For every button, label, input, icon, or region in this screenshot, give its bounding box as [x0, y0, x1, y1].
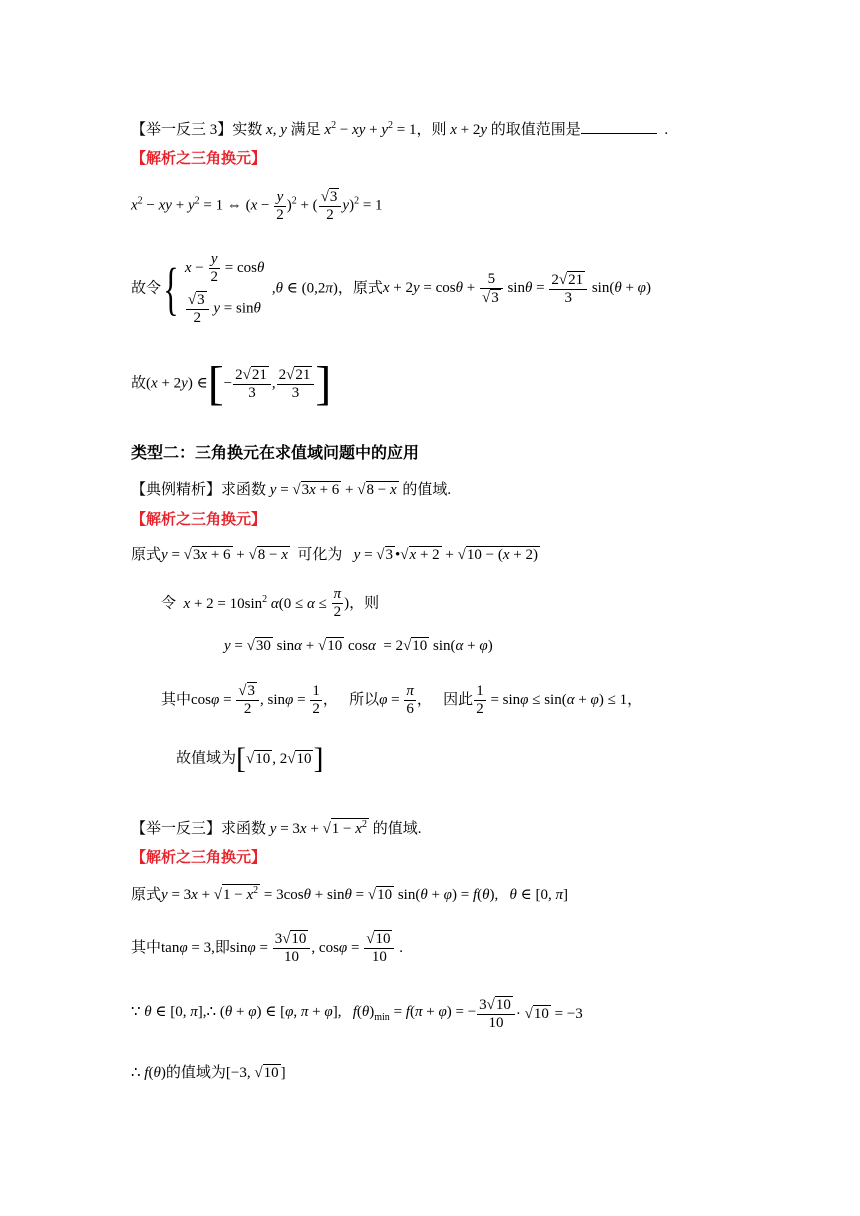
substitution-system: 故令{ x − $\frac{y}{2}$ = cosθ $\frac{√3}{2}$ y = sinθ ,θ ∈ (0,2π)，原式x + 2y = cosθ + $\frac{5}{√3}$ sinθ = $\frac{2√21}{3}$ sin(θ + φ) [131, 249, 651, 329]
trig-expression: y = √30 sinα + √10 cosα = 2√10 sin(α + φ) [224, 638, 493, 654]
answer-blank [581, 121, 657, 134]
analysis-heading-3: 【解析之三角换元】 [131, 850, 267, 866]
rewrite-line-3: 原式$y = 3x + √1 - x^2 = 3\cos\theta + \sin\theta = √10$ sin(θ + φ) = f(θ), θ ∈ [0, π] [131, 885, 568, 903]
analysis-heading-1: 【解析之三角换元】 [131, 151, 267, 167]
section-2-title: 类型二：三角换元在求值域问题中的应用 [131, 443, 420, 462]
analysis-heading-2: 【解析之三角换元】 [131, 512, 267, 528]
range-result-1: 故(x + 2y) ∈[− $\frac{2√21}{3}$ , $\frac{2√21}{3}$ ] [131, 357, 332, 410]
example-2-problem: 【典例精析】求函数 y = √3x + 6 + √8 − x 的值域. [131, 482, 452, 498]
substitution-line-2: 令 $x + 2 = 10\sin^2$ α(0 ≤ α ≤ $\frac{\pi}{2}$ )，则 [161, 586, 380, 621]
left-brace: { [163, 256, 179, 321]
minimum-line: ∵ θ ∈ [0, π],∴ (θ + φ) ∈ [φ, π + φ], $f(\theta)_{min} = f(\pi + \varphi)$ = − $\frac{3√10}{10}$ · √10 = −3 [131, 997, 583, 1032]
range-result-2: 故值域为[√10 , 2√10] [176, 742, 324, 775]
rewrite-line: 原式y = √3x + 6 + √8 − x 可化为 y = √3 •√x + 2 + √10 − (x + 2) [131, 547, 538, 563]
example-3-problem: 【举一反三】求函数 $y = 3x + √1 - x^2$ 的值域. [131, 819, 422, 837]
phi-line: 其中cosφ = $\frac{√3}{2}$ , sinφ = $\frac{1}{2}$ ， 所以φ = $\frac{\pi}{6}$ ， 因此 $\frac{1}{2}$ = sinφ ≤ sin(α + φ) ≤ 1， [161, 682, 643, 718]
equation-1: $x^2$ − xy + $y^2 = 1$ ⇔ (x − $\frac{y}{2}$ )$^2$ + ( $\frac{√3}{2}$ y)$^2$ = 1 [131, 188, 383, 224]
example-1-problem: 【举一反三 3】实数 x, y 满足 $x^2$ − xy + $y^2 = 1$，则 x + 2y 的取值范围是 . [131, 120, 669, 138]
equation-system: x − $\frac{y}{2}$ = cosθ $\frac{√3}{2}$ y = sinθ [184, 251, 265, 326]
example-tag: 【举一反三 3】 [131, 122, 233, 138]
tan-line: 其中tanφ = 3,即sinφ = $\frac{3√10}{10}$ , cosφ = $\frac{√10}{10}$ . [131, 931, 403, 966]
range-result-3: ∴ f(θ)的值域为[−3, √10 ] [131, 1065, 286, 1081]
